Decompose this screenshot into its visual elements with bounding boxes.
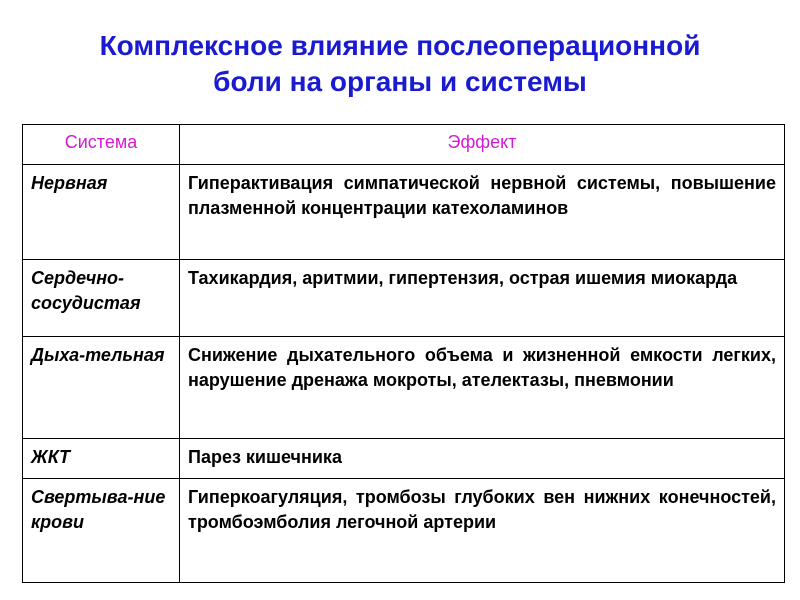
effect-cell: Тахикардия, аритмии, гипертензия, острая ишемия миокарда: [180, 260, 785, 337]
table-header-row: [23, 125, 785, 165]
effect-cell: Парез кишечника: [180, 439, 785, 479]
table-row: [23, 165, 785, 260]
system-cell: ЖКТ: [23, 439, 180, 479]
effect-cell: Снижение дыхательного объема и жизненной емкости легких, нарушение дренажа мокроты, ателектазы, пневмонии: [180, 337, 785, 439]
effect-cell: Гиперкоагуляция, тромбозы глубоких вен нижних конечностей, тромбоэмболия легочной артерии: [180, 479, 785, 583]
system-cell: Свертыва-ние крови: [23, 479, 180, 583]
table-row: [23, 479, 785, 583]
system-cell: Нервная: [23, 165, 180, 260]
header-effect: Эффект: [180, 125, 785, 165]
table-row: [23, 337, 785, 439]
header-system: Система: [23, 125, 180, 165]
slide-title-line-1: Комплексное влияние послеоперационной: [99, 30, 701, 61]
table-row: [23, 439, 785, 479]
slide-title: [0, 28, 800, 100]
effects-table: [22, 124, 785, 583]
effect-cell: Гиперактивация симпатической нервной системы, повышение плазменной концентрации катехоламинов: [180, 165, 785, 260]
system-cell: Сердечно-сосудистая: [23, 260, 180, 337]
table-row: [23, 260, 785, 337]
slide-title-line-2: боли на органы и системы: [213, 66, 587, 97]
system-cell: Дыха-тельная: [23, 337, 180, 439]
